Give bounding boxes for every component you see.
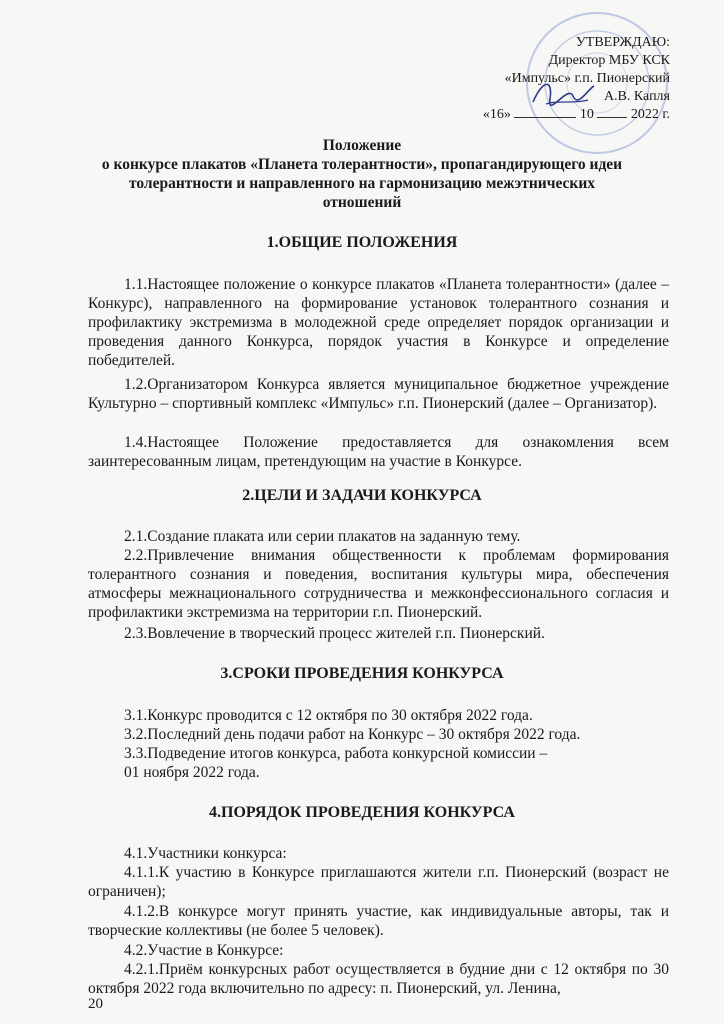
paragraph-4-2-1: 4.2.1.Приём конкурсных работ осуществляется в будние дни с 12 октября по 30 октября 2022 года включительно по адресу: п. Пионерский, ул. Ленина, [88,961,669,997]
document-title [60,136,664,212]
paragraph-2-2: 2.2.Привлечение внимания общественности к проблемам формирования толерантного сознания и поведения, воспитания культуры мира, обеспечения атмосферы межнационального сотрудничества и межконфессионального согласия и профилактики экстремизма на территории г.п. Пионерский. [88,547,669,621]
paragraph-1-4: 1.4.Настоящее Положение предоставляется для ознакомления всем заинтересованным лицам, претендующим на участие в Конкурсе. [88,434,669,470]
approval-date-month: 10 [579,107,594,122]
approval-line4: А.В. Капля [603,89,670,104]
section-heading-procedure: 4.ПОРЯДОК ПРОВЕДЕНИЯ КОНКУРСА [209,804,515,821]
paragraph-4-1-1: 4.1.1.К участию в Конкурсе приглашаются жители г.п. Пионерский (возраст не ограничен); [88,864,669,900]
approval-line1: УТВЕРЖДАЮ: [575,35,670,50]
approval-line2: Директор МБУ КСК [548,53,670,68]
approval-line3: «Импульс» г.п. Пионерский [504,71,670,86]
paragraph-3-1: 3.1.Конкурс проводится с 12 октября по 30 октября 2022 года. [124,707,533,724]
paragraph-3-2: 3.2.Последний день подачи работ на Конкурс – 30 октября 2022 года. [124,726,581,743]
section-heading-general: 1.ОБЩИЕ ПОЛОЖЕНИЯ [266,234,458,251]
approval-date-year: 2022 г. [630,107,670,122]
title-line2: о конкурсе плакатов «Планета толерантности», пропагандирующего идеи [101,156,623,173]
approval-block [483,34,670,124]
approval-date-day: «16» [482,107,511,122]
paragraph-3-3: 3.3.Подведение итогов конкурса, работа конкурсной комиссии – [124,745,548,762]
section-heading-goals: 2.ЦЕЛИ И ЗАДАЧИ КОНКУРСА [242,487,482,504]
title-line1: Положение [322,137,402,154]
paragraph-2-3: 2.3.Вовлечение в творческий процесс жителей г.п. Пионерский. [124,625,545,642]
paragraph-4-2: 4.2.Участие в Конкурсе: [124,942,284,959]
section-heading-dates: 3.СРОКИ ПРОВЕДЕНИЯ КОНКУРСА [220,665,504,682]
paragraph-4-1-2: 4.1.2.В конкурсе могут принять участие, как индивидуальные авторы, так и творческие коллективы (не более 5 человек). [88,903,669,939]
paragraph-2-1: 2.1.Создание плаката или серии плакатов на заданную тему. [124,528,521,545]
title-line3: толерантности и направленного на гармонизацию межэтнических [128,175,596,192]
page-number: 20 [88,996,103,1012]
title-line4: отношений [322,194,402,211]
approval-date [483,106,670,124]
paragraph-1-2: 1.2.Организатором Конкурса является муниципальное бюджетное учреждение Культурно – спортивный комплекс «Импульс» г.п. Пионерский (далее – Организатор). [88,376,669,412]
paragraph-4-1: 4.1.Участники конкурса: [124,845,287,862]
paragraph-3-3-continued: 01 ноября 2022 года. [124,764,260,781]
paragraph-1-1: 1.1.Настоящее положение о конкурсе плакатов «Планета толерантности» (далее – Конкурс), направленного на формирование установок толерантного сознания и профилактику экстремизма в молодежной среде определяет порядок организации и проведения данного Конкурса, порядок участия в Конкурсе и определение победителей. [88,276,669,369]
